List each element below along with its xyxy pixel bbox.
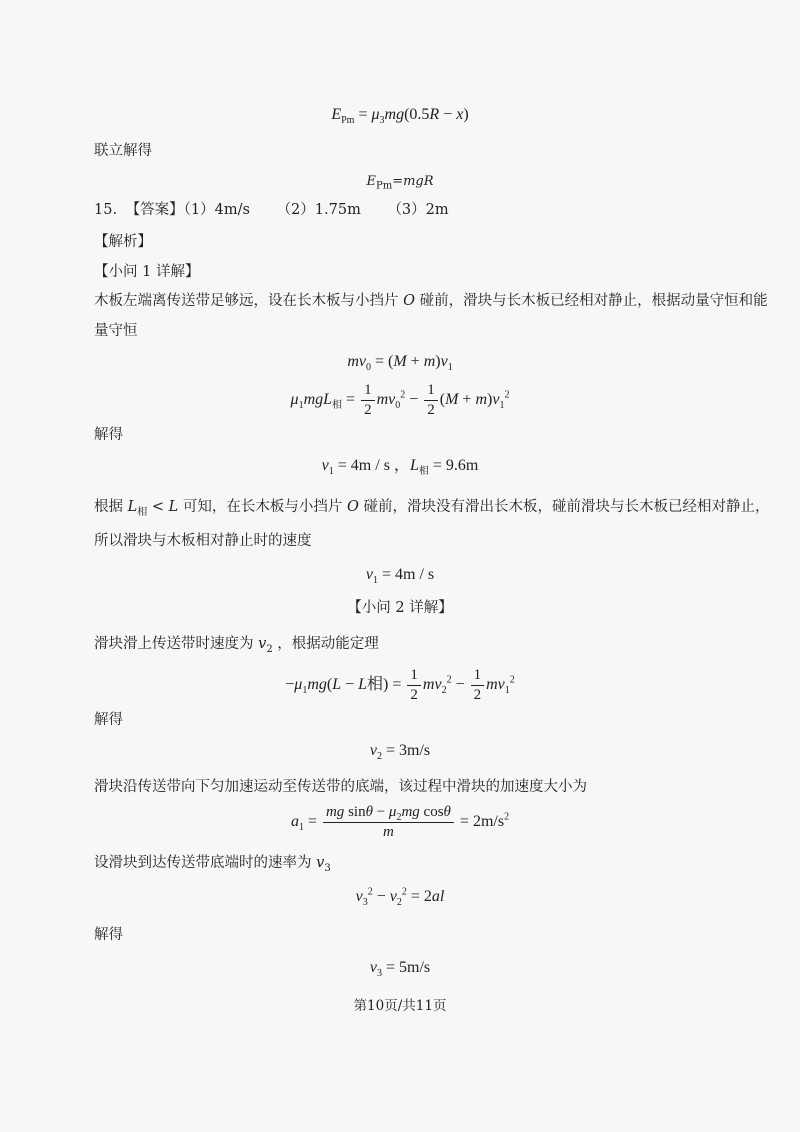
equation-v2: $v_2 = 3m/s$: [369, 742, 431, 763]
paragraph-2a: 根据 $L_相 < L$ 可知，在长木板与小挡片 O 碰前，滑块没有滑出长木板，碰前滑块与长木板已经相对静止，: [94, 499, 770, 518]
section-q2: 【小问 2 详解】: [347, 600, 453, 616]
paragraph-1b: 量守恒: [94, 323, 138, 339]
page-footer: 第10页/共11页: [353, 998, 447, 1014]
answer-3: （3）2m: [387, 202, 449, 218]
paragraph-1a: 木板左端离传送带足够远，设在长木板与小挡片 O 碰前，滑块与长木板已经相对静止，根据动量守恒和能: [94, 293, 768, 309]
paragraph-4: 滑块沿传送带向下匀加速运动至传送带的底端，该过程中滑块的加速度大小为: [94, 779, 587, 795]
answer-1: （1）4m/s: [183, 202, 250, 218]
equation-acceleration: $a_1$ = $\frac{mg \sin\theta - \mu_2mg \cos\theta}{m}$ = $2m/s^2$: [290, 803, 510, 840]
answer-tag: 【答案】: [125, 202, 184, 218]
text-jiede-2: 解得: [94, 712, 123, 728]
section-q1: 【小问 1 详解】: [94, 264, 200, 280]
equation-epm-mgr: $E_{Pm}=mgR$: [366, 174, 434, 192]
equation-v1-result: $v_1 = 4m / s$ ，$L_相 = 9.6m$: [321, 457, 479, 478]
equation-epm: $E_{Pm} = \mu_3mg(0.5R - x)$: [331, 106, 469, 127]
text-lianli: 联立解得: [94, 143, 152, 159]
equation-v3: $v_3 = 5m/s$: [369, 959, 431, 980]
text-jiede-1: 解得: [94, 427, 123, 443]
answer-number: 15.: [94, 202, 118, 218]
equation-energy: $\mu_1mgL_相$ = $\frac{1}{2}$ $mv_0^2$ − $\frac{1}{2}$ $(M + m)v_1^2$: [290, 381, 510, 418]
equation-kinematics: $v_3^2 - v_2^2 = 2al$: [355, 886, 445, 909]
paragraph-2b: 所以滑块与木板相对静止时的速度: [94, 533, 312, 549]
paragraph-3: 滑块滑上传送带时速度为 $v_2$ ，根据动能定理: [94, 636, 379, 655]
equation-momentum: $mv_0 = (M + m)v_1$: [347, 353, 453, 374]
answer-line: [94, 200, 449, 220]
answer-2: （2）1.75m: [276, 202, 361, 218]
text-jiede-3: 解得: [94, 927, 123, 943]
paragraph-5: 设滑块到达传送带底端时的速率为 $v_3$: [94, 855, 331, 874]
equation-v1: $v_1 = 4m / s$: [365, 566, 435, 587]
section-jiexi: 【解析】: [94, 234, 152, 250]
equation-work-energy: $-\mu_1mg(L - L$相) = $\frac{1}{2}$ $mv_2^2$ − $\frac{1}{2}$ $mv_1^2$: [285, 666, 515, 703]
